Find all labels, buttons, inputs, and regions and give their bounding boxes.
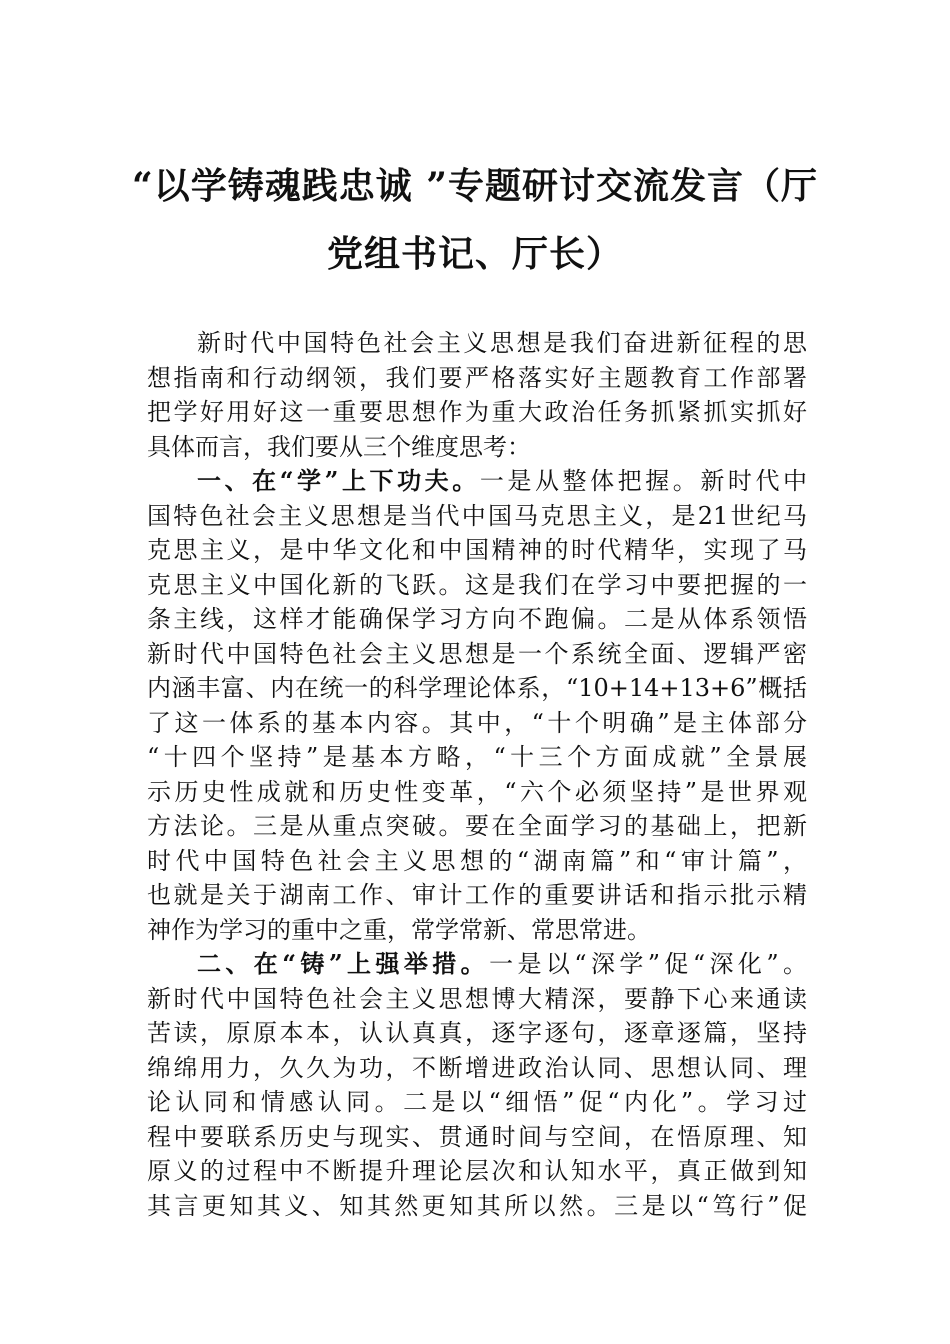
paragraph-text: 时代中国特色社会主义思想的“湖南篇”和“审计篇”， <box>147 846 807 875</box>
body-line <box>147 499 807 534</box>
paragraph-text: 绵绵用力，久久为功，不断增进政治认同、思想认同、理 <box>147 1053 807 1082</box>
paragraph-text: 克思主义中国化新的飞跃。这是我们在学习中要把握的一 <box>147 570 807 599</box>
paragraph-text: 苦读，原原本本，认认真真，逐字逐句，逐章逐篇，坚持 <box>147 1019 807 1047</box>
paragraph-text: “十四个坚持”是基本方略，“十三个方面成就”全景展 <box>147 743 807 771</box>
body-line <box>147 982 807 1017</box>
paragraph-text: 一是从整体把握。新时代中 <box>479 467 807 495</box>
section-heading: 二、在“铸”上强举措。 <box>197 949 490 978</box>
paragraph-text: 程中要联系历史与现实、贯通时间与空间，在悟原理、知 <box>147 1122 807 1151</box>
body-line <box>147 1189 807 1224</box>
body-line <box>147 775 807 810</box>
body-line <box>147 395 807 430</box>
body-line <box>147 637 807 672</box>
body-line <box>147 326 807 361</box>
body-line <box>147 878 807 913</box>
paragraph-text: 其言更知其义、知其然更知其所以然。三是以“笃行”促 <box>147 1191 807 1220</box>
paragraph-text: 方法论。三是从重点突破。要在全面学习的基础上，把新 <box>147 812 807 840</box>
paragraph-text: 原义的过程中不断提升理论层次和认知水平，真正做到知 <box>147 1157 807 1185</box>
body-line <box>147 1085 807 1120</box>
body-line <box>147 809 807 844</box>
paragraph-text: 也就是关于湖南工作、审计工作的重要讲话和指示批示精 <box>147 881 807 909</box>
body-line <box>147 1016 807 1051</box>
paragraph-text: 把学好用好这一重要思想作为重大政治任务抓紧抓实抓好 <box>147 398 807 426</box>
body-line <box>147 1154 807 1189</box>
paragraph-text: 新时代中国特色社会主义思想是一个系统全面、逻辑严密 <box>147 639 807 668</box>
body-line <box>147 533 807 568</box>
paragraph-text: 一是以“深学”促“深化”。 <box>489 950 807 978</box>
document-title-line-2: 党组书记、厅长） <box>326 233 623 275</box>
body-line <box>147 947 807 982</box>
paragraph-text: 神作为学习的重中之重，常学常新、常思常进。 <box>147 915 651 944</box>
document-body <box>147 326 807 1223</box>
paragraph-text: 内涵丰富、内在统一的科学理论体系，“10+14+13+6”概括 <box>147 674 807 702</box>
body-line <box>147 568 807 603</box>
body-line <box>147 1120 807 1155</box>
paragraph-text: 论认同和情感认同。二是以“细悟”促“内化”。学习过 <box>147 1088 807 1116</box>
paragraph-text: 示历史性成就和历史性变革，“六个必须坚持”是世界观 <box>147 777 807 806</box>
paragraph-text: 国特色社会主义思想是当代中国马克思主义，是21世纪马 <box>147 501 807 530</box>
body-line <box>147 671 807 706</box>
paragraph-text: 想指南和行动纲领，我们要严格落实好主题教育工作部署 <box>147 363 807 392</box>
body-line <box>147 602 807 637</box>
body-line <box>147 913 807 948</box>
paragraph-text: 具体而言，我们要从三个维度思考： <box>147 432 531 461</box>
paragraph-text: 克思主义，是中华文化和中国精神的时代精华，实现了马 <box>147 536 807 564</box>
paragraph-text: 了这一体系的基本内容。其中，“十个明确”是主体部分 <box>147 708 807 737</box>
paragraph-text: 新时代中国特色社会主义思想是我们奋进新征程的思 <box>197 329 807 357</box>
body-line <box>147 1051 807 1086</box>
body-line <box>147 740 807 775</box>
body-line <box>147 361 807 396</box>
paragraph-text: 条主线，这样才能确保学习方向不跑偏。二是从体系领悟 <box>147 605 807 633</box>
body-line <box>147 464 807 499</box>
body-line <box>147 706 807 741</box>
body-line <box>147 844 807 879</box>
body-line <box>147 430 807 465</box>
paragraph-text: 新时代中国特色社会主义思想博大精深，要静下心来通读 <box>147 984 807 1013</box>
section-heading: 一、在“学”上下功夫。 <box>197 466 480 495</box>
document-title-line-1: “以学铸魂践忠诚 ”专题研讨交流发言（厅 <box>132 165 818 207</box>
